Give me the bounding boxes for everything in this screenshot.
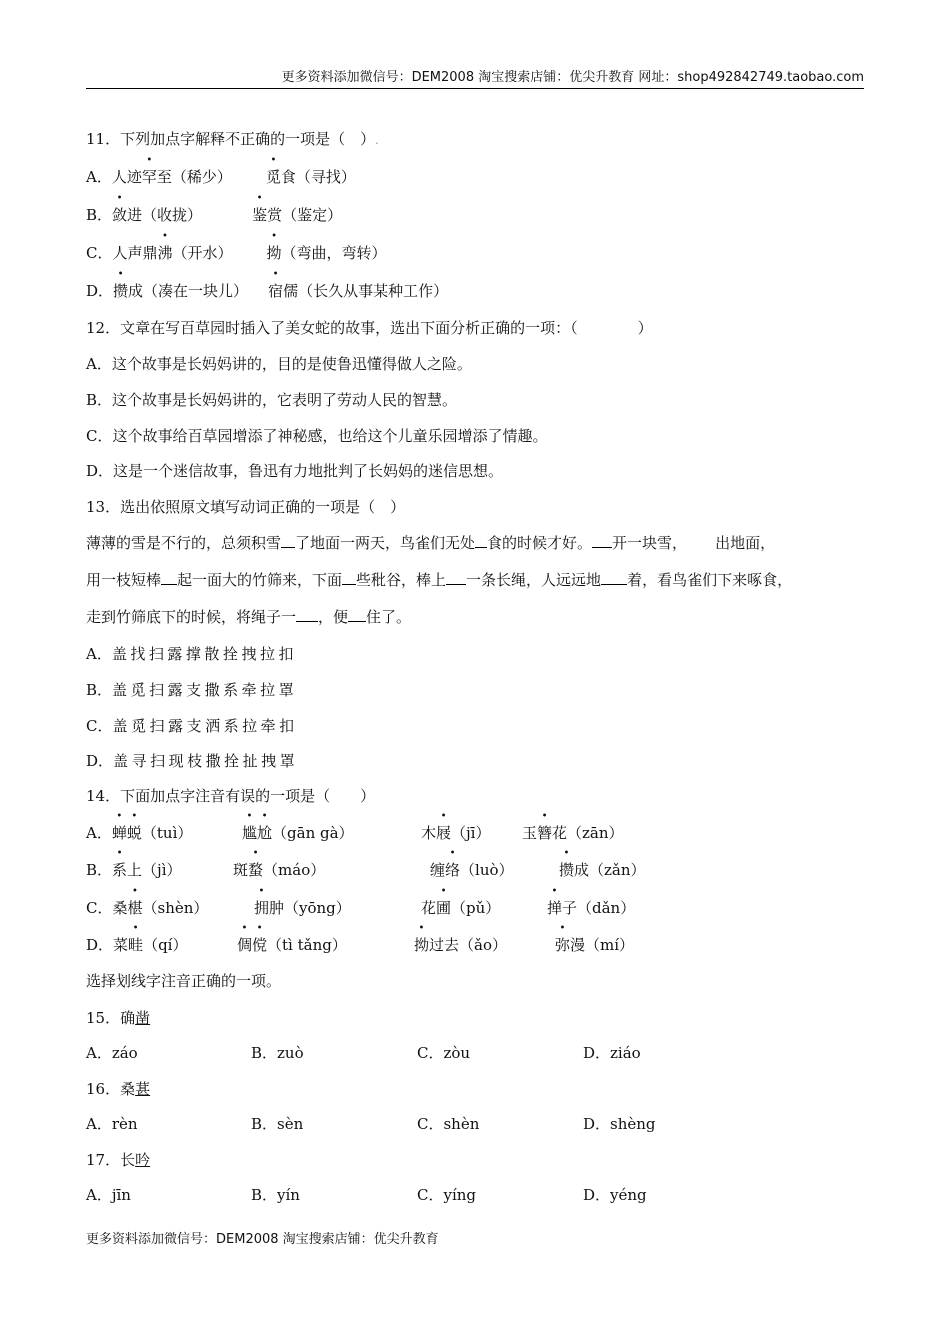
q11-option-c: C．人声鼎沸（开水） 拗（弯曲，弯转）	[86, 244, 387, 262]
q13-option-d: D．盖 寻 扫 现 枝 撒 拴 扯 拽 罩	[86, 752, 295, 770]
q16-options: A．rèn B．sèn C．shèn D．shèng	[86, 1115, 656, 1133]
q11-option-d: D．攒成（凑在一块儿） 宿儒（长久从事某种工作）	[86, 282, 449, 300]
q13-passage-line2: 用一枝短棒 起一面大的竹筛来，下面 些秕谷，棒上 一条长绳，人远远地 着，看鸟雀们下来啄食，	[86, 571, 793, 589]
q12-stem: 12．文章在写百草园时插入了美女蛇的故事，选出下面分析正确的一项：（ ）	[86, 319, 653, 337]
q12-option-c: C．这个故事给百草园增添了神秘感，也给这个儿童乐园增添了情趣。	[86, 427, 548, 445]
q11-option-b: B．敛进（收拢） 鉴赏（鉴定）	[86, 206, 343, 224]
q17-stem: 17．长吟	[86, 1151, 151, 1169]
q12-option-b: B．这个故事是长妈妈讲的，它表明了劳动人民的智慧。	[86, 391, 458, 409]
q14-option-a: A．蝉蜕（tuì） 尴尬（gān gà） 木屐（jī） 玉簪花（zān）	[86, 824, 624, 842]
q15-stem: 15．确凿	[86, 1009, 151, 1027]
q14-option-b: B．系上（jì） 斑蝥（máo） 缠络（luò） 攒成（zǎn）	[86, 861, 646, 879]
section-instruction: 选择划线字注音正确的一项。	[86, 972, 282, 990]
q12-option-a: A．这个故事是长妈妈讲的，目的是使鲁迅懂得做人之险。	[86, 355, 472, 373]
q13-passage-line3: 走到竹筛底下的时候，将绳子一 ，便 住了。	[86, 608, 412, 626]
q13-passage-line1: 薄薄的雪是不行的，总须积雪 了地面一两天，鸟雀们无处 食的时候才好。 开一块雪， 出地面，	[86, 534, 776, 552]
page-footer: 更多资料添加微信号：DEM2008 淘宝搜索店铺：优尖升教育	[86, 1232, 439, 1247]
q14-option-c: C．桑椹（shèn） 拥肿（yōng） 花圃（pǔ） 掸子（dǎn）	[86, 899, 636, 917]
q12-option-d: D．这是一个迷信故事，鲁迅有力地批判了长妈妈的迷信思想。	[86, 462, 504, 480]
q13-stem: 13．选出依照原文填写动词正确的一项是（ ）	[86, 498, 406, 516]
q15-options: A．záo B．zuò C．zòu D．ziáo	[86, 1044, 641, 1062]
q13-option-a: A．盖 找 扫 露 撑 散 拴 拽 拉 扣	[86, 645, 294, 663]
q11-option-a: A．人迹罕至（稀少） 觅食（寻找）	[86, 168, 356, 186]
q16-stem: 16．桑葚	[86, 1080, 151, 1098]
q11-stem: 11．下列加点字解释不正确的一项是（ ）.	[86, 130, 379, 148]
q14-stem: 14．下面加点字注音有误的一项是（ ）	[86, 787, 376, 805]
page-header: 更多资料添加微信号：DEM2008 淘宝搜索店铺：优尖升教育 网址：shop492842749.taobao.com	[86, 66, 864, 89]
q13-option-c: C．盖 觅 扫 露 支 洒 系 拉 牵 扣	[86, 717, 295, 735]
q13-option-b: B．盖 觅 扫 露 支 撒 系 牵 拉 罩	[86, 681, 294, 699]
q17-options: A．jīn B．yín C．yíng D．yéng	[86, 1186, 647, 1204]
q14-option-d: D．菜畦（qí） 倜傥（tì tǎng） 拗过去（ǎo） 弥漫（mí）	[86, 936, 635, 954]
